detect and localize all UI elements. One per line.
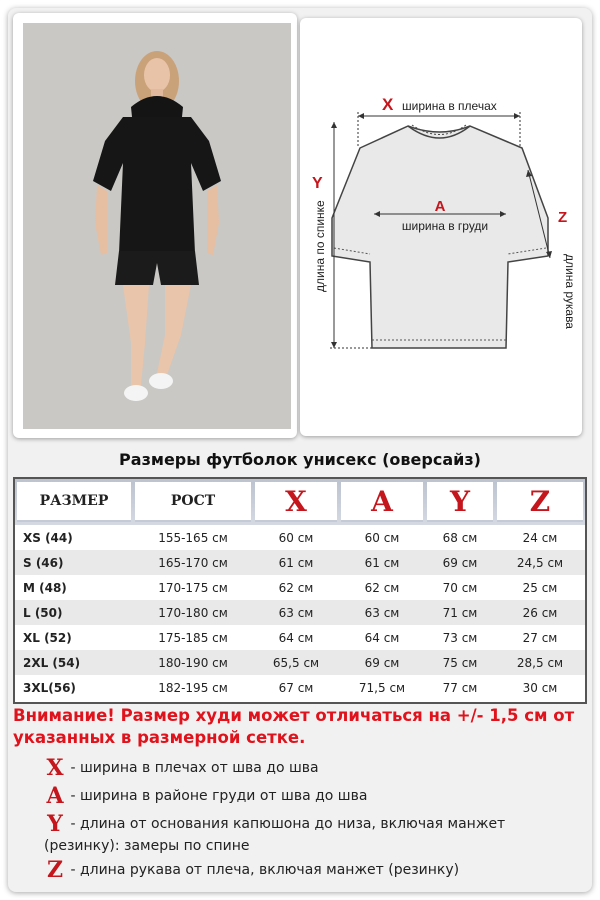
legend-item-a xyxy=(44,785,564,807)
cell-z: 30 см xyxy=(522,680,558,695)
cell-z: 24 см xyxy=(522,530,558,545)
table-row xyxy=(15,625,585,650)
cell-a: 69 см xyxy=(364,655,400,670)
model-photo xyxy=(23,23,291,429)
table-row xyxy=(15,550,585,575)
z-label: длина рукава xyxy=(563,254,577,329)
cell-x: 65,5 см xyxy=(272,655,320,670)
header-z: Z xyxy=(529,484,551,518)
legend-letter: Y xyxy=(47,811,63,837)
z-letter: Z xyxy=(558,209,568,226)
a-label: ширина в груди xyxy=(401,219,489,233)
header-a: A xyxy=(371,484,393,518)
size-table xyxy=(13,477,587,704)
cell-size: 3XL(56) xyxy=(23,680,76,695)
cell-size: S (46) xyxy=(23,555,64,570)
legend-item-z xyxy=(44,859,564,881)
cell-y: 71 см xyxy=(442,605,478,620)
cell-z: 25 см xyxy=(522,580,558,595)
cell-a: 71,5 см xyxy=(358,680,406,695)
cell-x: 61 см xyxy=(278,555,314,570)
cell-a: 63 см xyxy=(364,605,400,620)
legend-item-x xyxy=(44,757,564,779)
cell-y: 77 см xyxy=(442,680,478,695)
cell-x: 63 см xyxy=(278,605,314,620)
cell-z: 26 см xyxy=(522,605,558,620)
table-row xyxy=(15,675,585,700)
cell-size: L (50) xyxy=(23,605,63,620)
cell-size: XS (44) xyxy=(23,530,73,545)
a-letter: A xyxy=(434,198,446,215)
cell-a: 61 см xyxy=(364,555,400,570)
header-size: РАЗМЕР xyxy=(39,493,109,509)
y-label: длина по спинке xyxy=(313,200,327,292)
cell-size: 2XL (54) xyxy=(23,655,81,670)
legend-text: - длина рукава от плеча, включая манжет (резинку) xyxy=(70,862,460,878)
header-x: X xyxy=(285,484,307,518)
legend-item-y xyxy=(44,813,564,857)
measurement-legend xyxy=(44,757,564,881)
cell-height: 170-175 см xyxy=(158,580,228,595)
cell-x: 64 см xyxy=(278,630,314,645)
page-title: Размеры футболок унисекс (оверсайз) xyxy=(119,450,481,469)
x-label: ширина в плечах xyxy=(402,99,497,113)
cell-x: 62 см xyxy=(278,580,314,595)
cell-height: 175-185 см xyxy=(158,630,228,645)
tshirt-diagram-card xyxy=(300,18,582,436)
table-row xyxy=(15,600,585,625)
cell-y: 75 см xyxy=(442,655,478,670)
size-warning: Внимание! Размер худи может отличаться на +/- 1,5 см от указанных в размерной сетке. xyxy=(13,706,575,747)
legend-text: - длина от основания капюшона до низа, включая манжет (резинку): замеры по спине xyxy=(44,816,506,854)
cell-height: 182-195 см xyxy=(158,680,228,695)
y-letter: Y xyxy=(312,175,323,192)
cell-x: 67 см xyxy=(278,680,314,695)
cell-z: 24,5 см xyxy=(516,555,564,570)
cell-y: 68 см xyxy=(442,530,478,545)
cell-y: 73 см xyxy=(442,630,478,645)
tshirt-diagram xyxy=(300,18,582,436)
cell-height: 170-180 см xyxy=(158,605,228,620)
cell-size: XL (52) xyxy=(23,630,72,645)
legend-letter: Z xyxy=(46,857,64,883)
cell-z: 28,5 см xyxy=(516,655,564,670)
legend-text: - ширина в районе груди от шва до шва xyxy=(70,788,368,804)
cell-a: 64 см xyxy=(364,630,400,645)
cell-height: 155-165 см xyxy=(158,530,228,545)
table-header-row xyxy=(15,479,585,525)
cell-y: 69 см xyxy=(442,555,478,570)
cell-height: 165-170 см xyxy=(158,555,228,570)
legend-text: - ширина в плечах от шва до шва xyxy=(70,760,319,776)
model-photo-card xyxy=(13,13,297,438)
x-letter: X xyxy=(382,95,394,114)
cell-height: 180-190 см xyxy=(158,655,228,670)
table-row xyxy=(15,525,585,550)
cell-a: 62 см xyxy=(364,580,400,595)
cell-a: 60 см xyxy=(364,530,400,545)
cell-y: 70 см xyxy=(442,580,478,595)
header-y: Y xyxy=(450,484,470,518)
cell-x: 60 см xyxy=(278,530,314,545)
table-row xyxy=(15,575,585,600)
cell-size: M (48) xyxy=(23,580,67,595)
table-row xyxy=(15,650,585,675)
header-height: РОСТ xyxy=(170,493,216,509)
legend-letter: X xyxy=(46,755,64,781)
cell-z: 27 см xyxy=(522,630,558,645)
legend-letter: A xyxy=(46,783,64,809)
